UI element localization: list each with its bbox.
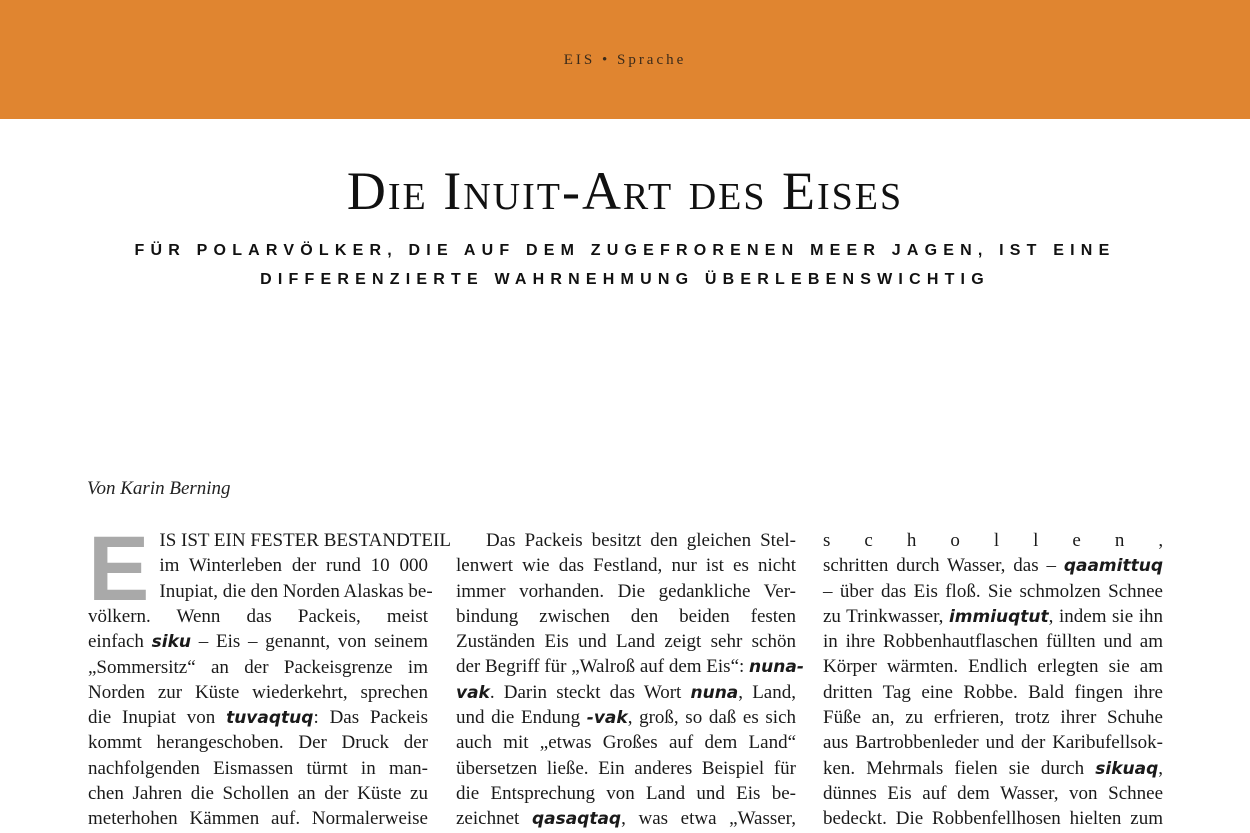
text-line: ken. Mehrmals fielen sie durch sikuaq, bbox=[823, 757, 1163, 779]
inuit-term: tuvaqtuq bbox=[226, 708, 314, 729]
inuit-term: qasaqtaq bbox=[531, 809, 622, 830]
text-line: zeichnet qasaqtaq, was etwa „Wasser, bbox=[456, 808, 796, 830]
text-line: – über das Eis floß. Sie schmolzen Schnee bbox=[823, 580, 1163, 602]
text-line: der Begriff für „Walroß auf dem Eis“: nuna- bbox=[456, 656, 804, 678]
text-line: dritten Tag eine Robbe. Bald fingen ihre bbox=[823, 681, 1163, 703]
text-line: chen Jahren die Schollen an der Küste zu bbox=[88, 783, 428, 805]
text-line: IS IST EIN FESTER BESTANDTEIL bbox=[159, 530, 451, 551]
text-line: kommt herangeschoben. Der Druck der bbox=[88, 732, 428, 754]
text-line: auch mit „etwas Großes auf dem Land“ bbox=[456, 732, 796, 754]
article-title: Die Inuit-Art des Eises bbox=[346, 161, 904, 221]
inuit-term: immiuqtut bbox=[948, 606, 1049, 627]
text-line: die Inupiat von tuvaqtuq: Das Packeis bbox=[88, 707, 428, 729]
text-line: Füße an, zu erfrieren, trotz ihrer Schuhe bbox=[823, 707, 1163, 729]
text-line: einfach siku – Eis – genannt, von seinem bbox=[88, 631, 428, 653]
text-column-3 bbox=[823, 528, 1198, 832]
article-subtitle bbox=[0, 236, 1250, 294]
text-line: Inupiat, die den Norden Alaskas be- bbox=[159, 580, 433, 602]
byline: Von Karin Berning bbox=[87, 478, 231, 499]
section-label: EIS • Sprache bbox=[563, 52, 687, 68]
text-line: die Entsprechung von Land und Eis be- bbox=[456, 782, 796, 804]
text-line: „Sommersitz“ an der Packeisgrenze im bbox=[88, 656, 428, 678]
inuit-term: qaamittuq bbox=[1063, 556, 1163, 577]
text-line: vak. Darin steckt das Wort nuna, Land, bbox=[456, 681, 796, 703]
subtitle-line-1: FÜR POLARVÖLKER, DIE AUF DEM ZUGEFRORENEN MEER JAGEN, IST EINE bbox=[134, 242, 1116, 259]
text-line: im Winterleben der rund 10 000 bbox=[159, 555, 428, 577]
inuit-term: nuna bbox=[690, 682, 739, 703]
inuit-term: vak bbox=[456, 682, 490, 703]
text-line: schritten durch Wasser, das – qaamittuq bbox=[823, 555, 1163, 577]
inuit-term: sikuaq bbox=[1095, 758, 1159, 779]
text-line: meterhohen Kämmen auf. Normalerweise bbox=[88, 808, 428, 830]
text-column-2 bbox=[456, 528, 804, 832]
text-line: immer vorhanden. Die gedankliche Ver- bbox=[456, 580, 796, 602]
text-line: schollen, bbox=[823, 530, 1198, 551]
text-line: zu Trinkwasser, immiuqtut, indem sie ihn bbox=[823, 605, 1163, 627]
text-line: bindung zwischen den beiden festen bbox=[456, 605, 796, 627]
text-line: dünnes Eis auf dem Wasser, von Schnee bbox=[823, 782, 1163, 804]
subtitle-line-2: DIFFERENZIERTE WAHRNEHMUNG ÜBERLEBENSWICHTIG bbox=[260, 271, 990, 288]
text-line: Das Packeis besitzt den gleichen Stel- bbox=[486, 530, 796, 551]
text-line: lenwert wie das Festland, nur ist es nicht bbox=[456, 555, 796, 577]
header-band bbox=[0, 0, 1250, 119]
inuit-term: siku bbox=[151, 632, 192, 653]
text-column-1 bbox=[88, 518, 451, 832]
text-line: übersetzen ließe. Ein anderes Beispiel für bbox=[456, 757, 796, 779]
text-line: Norden zur Küste wiederkehrt, sprechen bbox=[88, 681, 428, 703]
text-line: in ihre Robbenhautflaschen füllten und am bbox=[823, 631, 1163, 653]
inuit-term: nuna- bbox=[749, 657, 804, 678]
drop-cap: E bbox=[88, 518, 150, 620]
text-line: nachfolgenden Eismassen türmt in man- bbox=[88, 757, 428, 779]
text-line: Zuständen Eis und Land zeigt sehr schön bbox=[456, 631, 796, 653]
text-line: Körper wärmten. Endlich erlegten sie am bbox=[823, 656, 1163, 678]
text-line: bedeckt. Die Robbenfellhosen hielten zum bbox=[823, 808, 1163, 830]
text-line: und die Endung -vak, groß, so daß es sich bbox=[456, 707, 796, 729]
inuit-term: -vak bbox=[586, 708, 628, 729]
text-line: aus Bartrobbenleder und der Karibufellsok- bbox=[823, 732, 1163, 754]
text-line: völkern. Wenn das Packeis, meist bbox=[88, 606, 428, 627]
